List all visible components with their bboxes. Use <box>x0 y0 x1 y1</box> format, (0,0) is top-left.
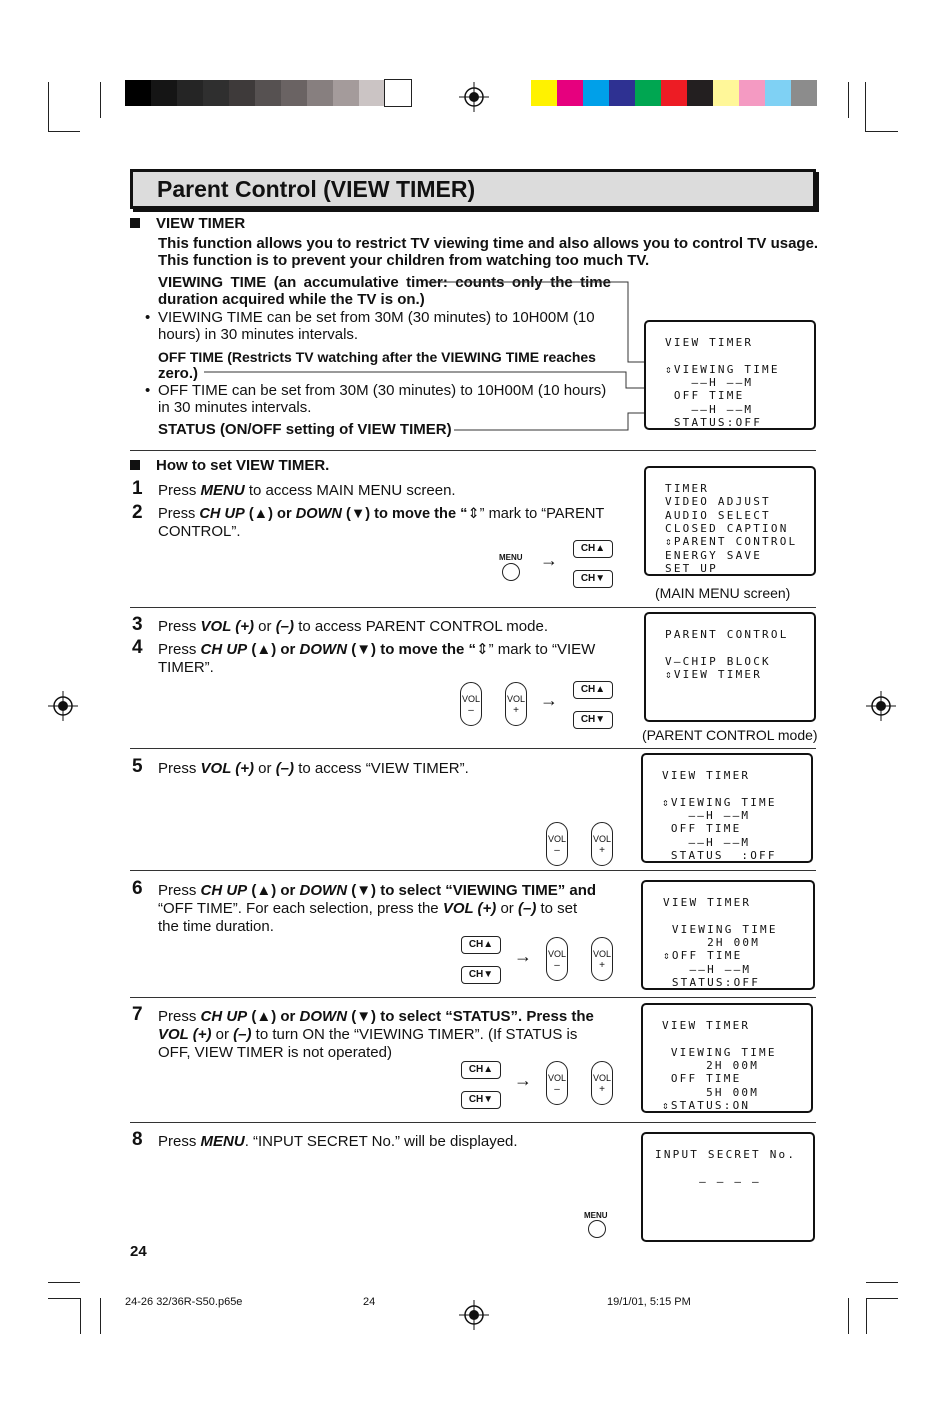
osd-line: VIDEO ADJUST <box>665 495 771 509</box>
menu-button-label: MENU <box>499 553 523 562</box>
vol-minus-button-icon: VOL – <box>546 937 568 981</box>
ch-up-button-icon: CH▲ <box>573 540 613 558</box>
step-7-text-3: OFF, VIEW TIMER is not operated) <box>158 1044 392 1061</box>
ch-up-button-icon: CH▲ <box>461 936 501 954</box>
osd-line: 5H 00M <box>662 1085 760 1099</box>
crop-mark <box>866 1298 867 1334</box>
page-number: 24 <box>130 1243 147 1260</box>
step-number: 7 <box>132 1004 143 1025</box>
off-time-heading-2: zero.) <box>158 365 199 382</box>
vol-plus-button-icon: VOL + <box>591 822 613 866</box>
step-number: 5 <box>132 756 143 777</box>
osd-line: ⇕VIEWING TIME <box>665 362 780 376</box>
osd-line: 2H 00M <box>662 1058 760 1072</box>
menu-button-icon <box>588 1220 606 1238</box>
footer-file: 24-26 32/36R-S50.p65e <box>125 1296 243 1308</box>
osd-line: CLOSED CAPTION <box>665 521 789 535</box>
osd-screen-view-timer <box>641 753 813 863</box>
osd-line: STATUS:OFF <box>663 975 761 989</box>
divider <box>130 450 816 451</box>
bullet: • <box>145 309 151 326</box>
step-2-text: Press CH UP (▲) or DOWN (▼) to move the “⇕” mark to “PARENT <box>158 506 605 522</box>
step-2-text-2: CONTROL”. <box>158 523 241 540</box>
registration-mark-icon <box>866 691 896 721</box>
osd-line: PARENT CONTROL <box>665 628 789 641</box>
osd-line: AUDIO SELECT <box>665 508 771 522</box>
osd-line: ⇕PARENT CONTROL <box>665 535 798 549</box>
osd-screen-parent-control <box>644 612 816 722</box>
vol-plus-button-icon: VOL + <box>505 682 527 726</box>
osd-screen-main-menu <box>644 466 816 576</box>
viewing-time-heading: VIEWING TIME (an accumulative timer: counts only the time <box>158 274 611 291</box>
menu-button-icon <box>502 563 520 581</box>
ch-down-button-icon: CH▼ <box>461 966 501 984</box>
step-7-text-2: VOL (+) or (–) to turn ON the “VIEWING TIMER”. (If STATUS is <box>158 1026 578 1043</box>
arrow-icon: → <box>540 690 558 710</box>
osd-line: ENERGY SAVE <box>665 548 763 562</box>
osd-line: VIEW TIMER <box>663 896 752 909</box>
viewing-time-heading-2: duration acquired while the TV is on.) <box>158 291 425 308</box>
step-number: 3 <box>132 614 143 635</box>
osd-line: ––H ––M <box>663 962 752 976</box>
osd-screen-view-timer <box>641 880 815 990</box>
osd-line: STATUS:OFF <box>665 415 763 429</box>
arrow-icon: → <box>514 946 532 966</box>
step-8-text: Press MENU. “INPUT SECRET No.” will be displayed. <box>158 1133 518 1150</box>
arrow-icon: → <box>540 550 558 570</box>
divider <box>130 748 816 749</box>
step-7-text: Press CH UP (▲) or DOWN (▼) to select “STATUS”. Press the <box>158 1008 594 1025</box>
osd-line: OFF TIME <box>665 389 745 403</box>
square-bullet-icon <box>130 460 140 470</box>
osd-screen-view-timer <box>641 1003 813 1113</box>
view-timer-heading: VIEW TIMER <box>156 215 246 232</box>
osd-line: ––H ––M <box>662 835 751 849</box>
crop-mark <box>848 1298 849 1334</box>
footer-date: 19/1/01, 5:15 PM <box>607 1296 691 1308</box>
viewing-time-bullet: VIEWING TIME can be set from 30M (30 minutes) to 10H00M (10 <box>158 309 595 326</box>
ch-down-button-icon: CH▼ <box>461 1091 501 1109</box>
ch-down-button-icon: CH▼ <box>573 570 613 588</box>
ch-down-button-icon: CH▼ <box>573 711 613 729</box>
osd-line: ––H ––M <box>662 808 751 822</box>
osd-line: – – – – <box>655 1174 761 1188</box>
osd-line: SET UP <box>665 561 718 575</box>
intro-line-2: This function is to prevent your children from watching too much TV. <box>158 252 650 269</box>
step-number: 2 <box>132 502 143 523</box>
screen-caption: (MAIN MENU screen) <box>655 585 791 601</box>
divider <box>130 1122 816 1123</box>
step-4-text: Press CH UP (▲) or DOWN (▼) to move the “⇕” mark to “VIEW <box>158 641 596 658</box>
vol-plus-button-icon: VOL + <box>591 937 613 981</box>
crop-mark <box>80 1298 81 1334</box>
osd-line: ⇕VIEWING TIME <box>662 795 777 809</box>
step-4-text-2: TIMER”. <box>158 659 214 676</box>
page-title: Parent Control (VIEW TIMER) <box>157 176 476 202</box>
osd-line: V–CHIP BLOCK <box>665 654 771 668</box>
crop-mark <box>48 1282 80 1283</box>
crop-mark <box>866 1282 898 1283</box>
viewing-time-bullet-2: hours) in 30 minutes intervals. <box>158 326 359 343</box>
registration-mark-icon <box>459 1300 489 1330</box>
step-6-text: Press CH UP (▲) or DOWN (▼) to select “VIEWING TIME” and <box>158 882 597 899</box>
osd-line: VIEWING TIME <box>662 1045 777 1059</box>
osd-line: VIEWING TIME <box>663 922 778 936</box>
crop-mark <box>48 1298 80 1299</box>
off-time-bullet: OFF TIME can be set from 30M (30 minutes) to 10H00M (10 hours) <box>158 382 607 399</box>
step-3-text: Press VOL (+) or (–) to access PARENT CONTROL mode. <box>158 618 548 635</box>
status-heading: STATUS (ON/OFF setting of VIEW TIMER) <box>158 421 452 438</box>
footer-page: 24 <box>363 1296 376 1308</box>
osd-line: OFF TIME <box>662 1072 742 1086</box>
off-time-heading: OFF TIME (Restricts TV watching after the VIEWING TIME reaches <box>158 349 596 365</box>
vol-minus-button-icon: VOL – <box>460 682 482 726</box>
how-to-text: How to set VIEW TIMER. <box>156 457 330 474</box>
osd-line: VIEW TIMER <box>662 769 751 782</box>
osd-line: INPUT SECRET No. <box>655 1148 797 1161</box>
osd-line: TIMER <box>665 482 710 495</box>
arrow-icon: → <box>514 1070 532 1090</box>
osd-line: ⇕STATUS:ON <box>662 1098 751 1112</box>
menu-button-label: MENU <box>584 1211 608 1220</box>
ch-up-button-icon: CH▲ <box>461 1061 501 1079</box>
how-to-heading <box>130 457 329 475</box>
osd-line: 2H 00M <box>663 935 761 949</box>
divider <box>130 870 816 871</box>
step-number: 6 <box>132 878 143 899</box>
crop-mark <box>100 1298 101 1334</box>
divider <box>130 607 816 608</box>
step-1-text: Press MENU to access MAIN MENU screen. <box>158 482 456 499</box>
osd-screen-input-secret <box>641 1132 815 1242</box>
osd-line: VIEW TIMER <box>665 336 754 349</box>
ch-up-button-icon: CH▲ <box>573 681 613 699</box>
osd-line: ––H ––M <box>665 402 754 416</box>
step-6-text-2: “OFF TIME”. For each selection, press the VOL (+) or (–) to set <box>158 900 578 917</box>
osd-line: ⇕OFF TIME <box>663 949 743 963</box>
off-time-bullet-2: in 30 minutes intervals. <box>158 399 312 416</box>
crop-mark <box>866 1298 898 1299</box>
vol-minus-button-icon: VOL – <box>546 822 568 866</box>
osd-line: ––H ––M <box>665 375 754 389</box>
osd-line: OFF TIME <box>662 822 742 836</box>
osd-line: ⇕VIEW TIMER <box>665 667 763 681</box>
screen-caption: (PARENT CONTROL mode) <box>642 727 818 743</box>
vol-plus-button-icon: VOL + <box>591 1061 613 1105</box>
vol-minus-button-icon: VOL – <box>546 1061 568 1105</box>
bullet: • <box>145 382 151 399</box>
divider <box>130 997 816 998</box>
osd-screen-view-timer <box>644 320 816 430</box>
step-number: 1 <box>132 478 143 499</box>
registration-mark-icon <box>48 691 78 721</box>
step-number: 8 <box>132 1129 143 1150</box>
intro-line-1: This function allows you to restrict TV viewing time and also allows you to control TV usage. <box>158 235 819 252</box>
osd-line: VIEW TIMER <box>662 1019 751 1032</box>
step-6-text-3: the time duration. <box>158 918 274 935</box>
step-number: 4 <box>132 637 143 658</box>
step-5-text: Press VOL (+) or (–) to access “VIEW TIMER”. <box>158 760 469 777</box>
osd-line: STATUS :OFF <box>662 848 777 862</box>
